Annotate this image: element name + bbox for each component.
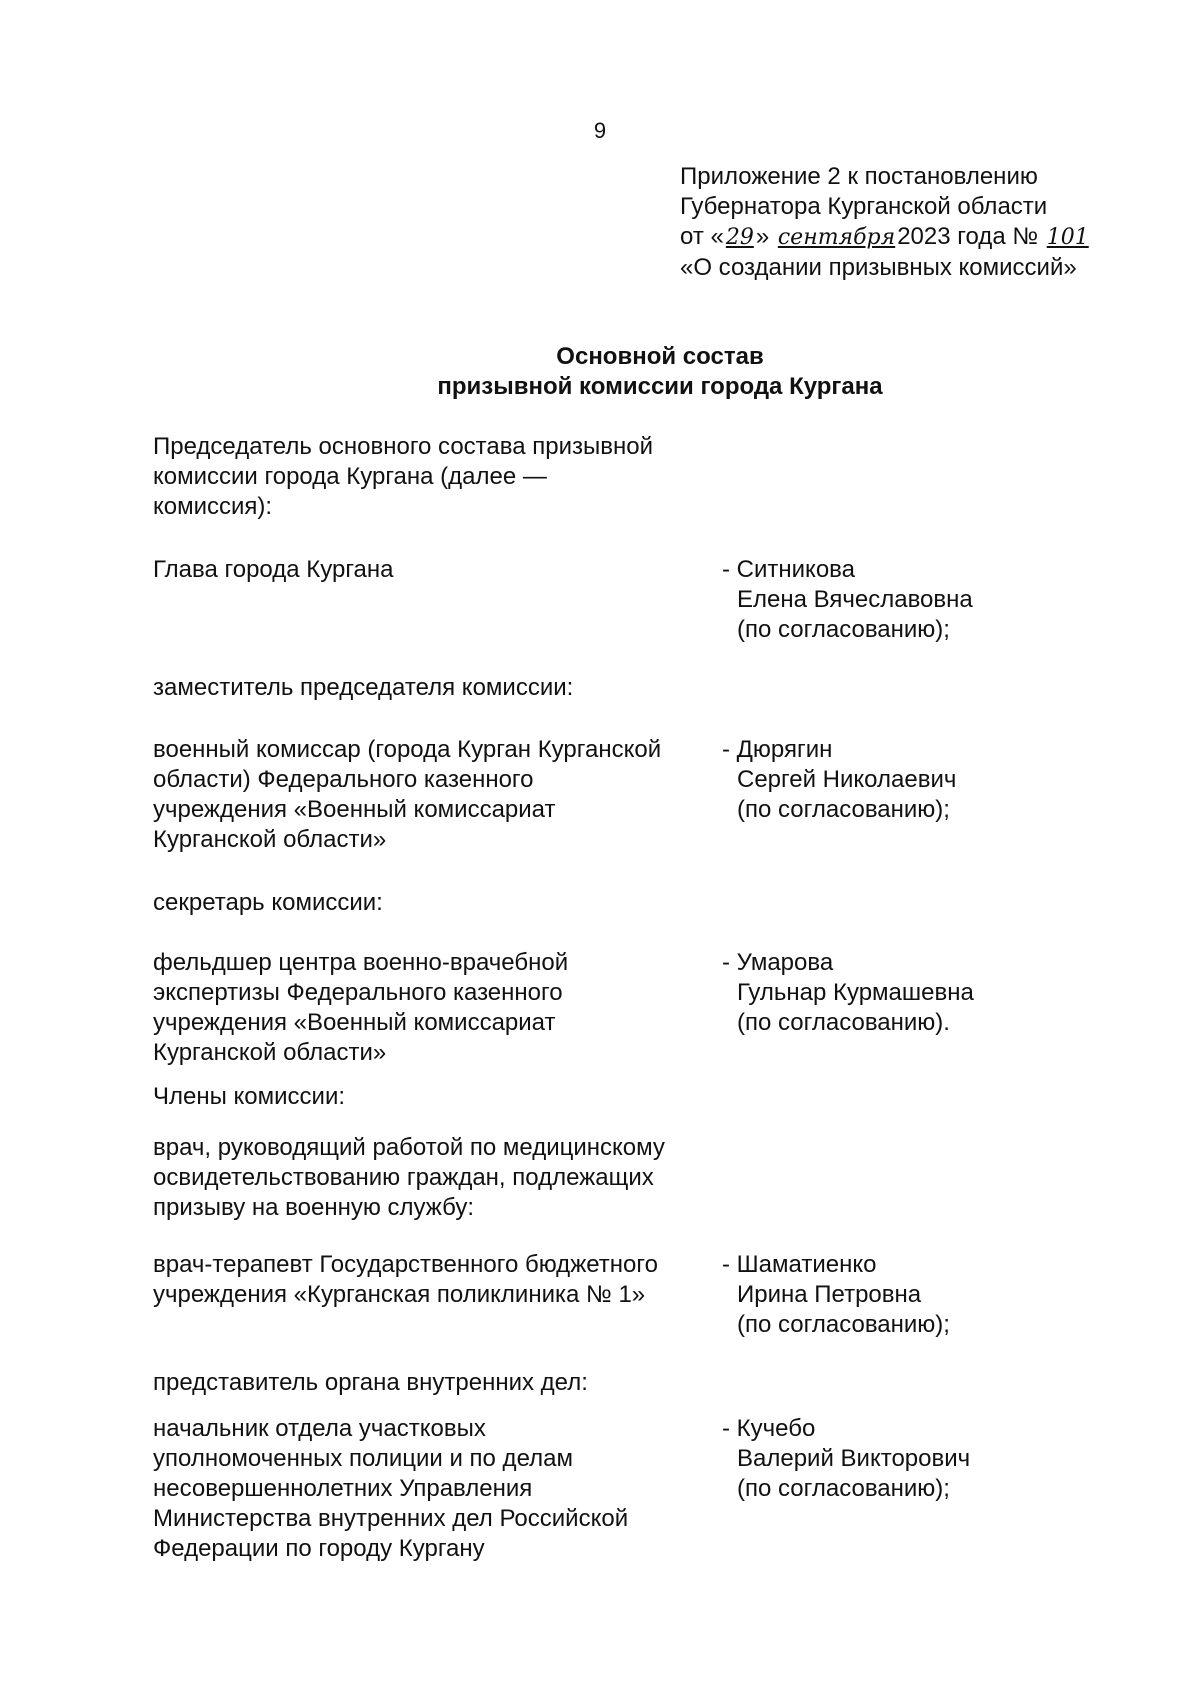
appendix-line-3 (680, 222, 1180, 253)
secretary-position-line-1: фельдшер центра военно-врачебной (153, 949, 569, 976)
police-position-line-5: Федерации по городу Кургану (153, 1535, 485, 1562)
chairman-note: (по согласованию); (737, 616, 950, 643)
deputy-surname: - Дюрягин (722, 736, 833, 763)
doctor-given-name: Ирина Петровна (737, 1281, 922, 1308)
title-line-1: Основной состав (556, 343, 764, 370)
secretary-position (153, 948, 713, 1068)
secretary-note: (по согласованию). (737, 1009, 950, 1036)
deputy-position-line-3: учреждения «Военный комиссариат (153, 796, 556, 823)
secretary-heading-line: секретарь комиссии: (153, 889, 383, 916)
doctor-name (722, 1250, 1052, 1340)
handwritten-month: сентября (777, 225, 896, 250)
appendix-line-2: Губернатора Курганской области (680, 193, 1048, 220)
deputy-name (722, 735, 1052, 825)
doctor-position (153, 1250, 713, 1310)
page-number: 9 (593, 118, 607, 143)
handwritten-day: 29 (725, 225, 754, 250)
secretary-position-line-4: Курганской области» (153, 1039, 387, 1066)
chairman-heading-line-3: комиссия): (153, 493, 273, 520)
chairman-given-name: Елена Вячеславовна (737, 586, 973, 613)
date-quote: » (755, 223, 770, 250)
doctor-position-line-2: учреждения «Курганская поликлиника № 1» (153, 1281, 646, 1308)
doctor-heading (153, 1133, 665, 1223)
document-title (0, 342, 1200, 402)
doctor-note: (по согласованию); (737, 1311, 950, 1338)
appendix-header (680, 162, 1180, 283)
police-position-line-3: несовершеннолетних Управления (153, 1475, 533, 1502)
deputy-position-line-2: области) Федерального казенного (153, 766, 534, 793)
handwritten-number: 101 (1046, 225, 1089, 250)
police-heading-line: представитель органа внутренних дел: (153, 1369, 588, 1396)
date-prefix: от « (680, 223, 724, 250)
members-heading-line: Члены комиссии: (153, 1083, 346, 1110)
date-year: 2023 года № (897, 223, 1039, 250)
police-position-line-2: уполномоченных полиции и по делам (153, 1445, 573, 1472)
deputy-position-line-1: военный комиссар (города Курган Курганской (153, 736, 662, 763)
chairman-heading (153, 432, 653, 522)
police-position-line-1: начальник отдела участковых (153, 1415, 486, 1442)
chairman-position-line: Глава города Кургана (153, 556, 394, 583)
appendix-line-4: «О создании призывных комиссий» (680, 254, 1077, 281)
chairman-surname: - Ситникова (722, 556, 855, 583)
secretary-position-line-3: учреждения «Военный комиссариат (153, 1009, 556, 1036)
title-line-2: призывной комиссии города Кургана (437, 373, 883, 400)
doctor-surname: - Шаматиенко (722, 1251, 877, 1278)
doctor-position-line-1: врач-терапевт Государственного бюджетного (153, 1251, 658, 1278)
secretary-heading (153, 888, 383, 918)
deputy-heading (153, 673, 573, 703)
secretary-given-name: Гульнар Курмашевна (737, 979, 974, 1006)
police-name (722, 1414, 1052, 1504)
deputy-position-line-4: Курганской области» (153, 826, 387, 853)
deputy-note: (по согласованию); (737, 796, 950, 823)
police-heading (153, 1368, 588, 1398)
appendix-line-1: Приложение 2 к постановлению (680, 163, 1038, 190)
chairman-name (722, 555, 1052, 645)
doctor-heading-line-3: призыву на военную службу: (153, 1194, 474, 1221)
members-heading (153, 1082, 345, 1112)
deputy-position (153, 735, 713, 855)
police-given-name: Валерий Викторович (737, 1445, 971, 1472)
deputy-heading-line: заместитель председателя комиссии: (153, 674, 574, 701)
doctor-heading-line-2: освидетельствованию граждан, подлежащих (153, 1164, 654, 1191)
secretary-name (722, 948, 1052, 1038)
chairman-heading-line-2: комиссии города Кургана (далее — (153, 463, 547, 490)
chairman-position (153, 555, 713, 585)
secretary-position-line-2: экспертизы Федерального казенного (153, 979, 563, 1006)
chairman-heading-line-1: Председатель основного состава призывной (153, 433, 654, 460)
secretary-surname: - Умарова (722, 949, 834, 976)
police-surname: - Кучебо (722, 1415, 816, 1442)
deputy-given-name: Сергей Николаевич (737, 766, 957, 793)
police-note: (по согласованию); (737, 1475, 950, 1502)
doctor-heading-line-1: врач, руководящий работой по медицинскому (153, 1134, 665, 1161)
police-position-line-4: Министерства внутренних дел Российской (153, 1505, 629, 1532)
police-position (153, 1414, 713, 1564)
